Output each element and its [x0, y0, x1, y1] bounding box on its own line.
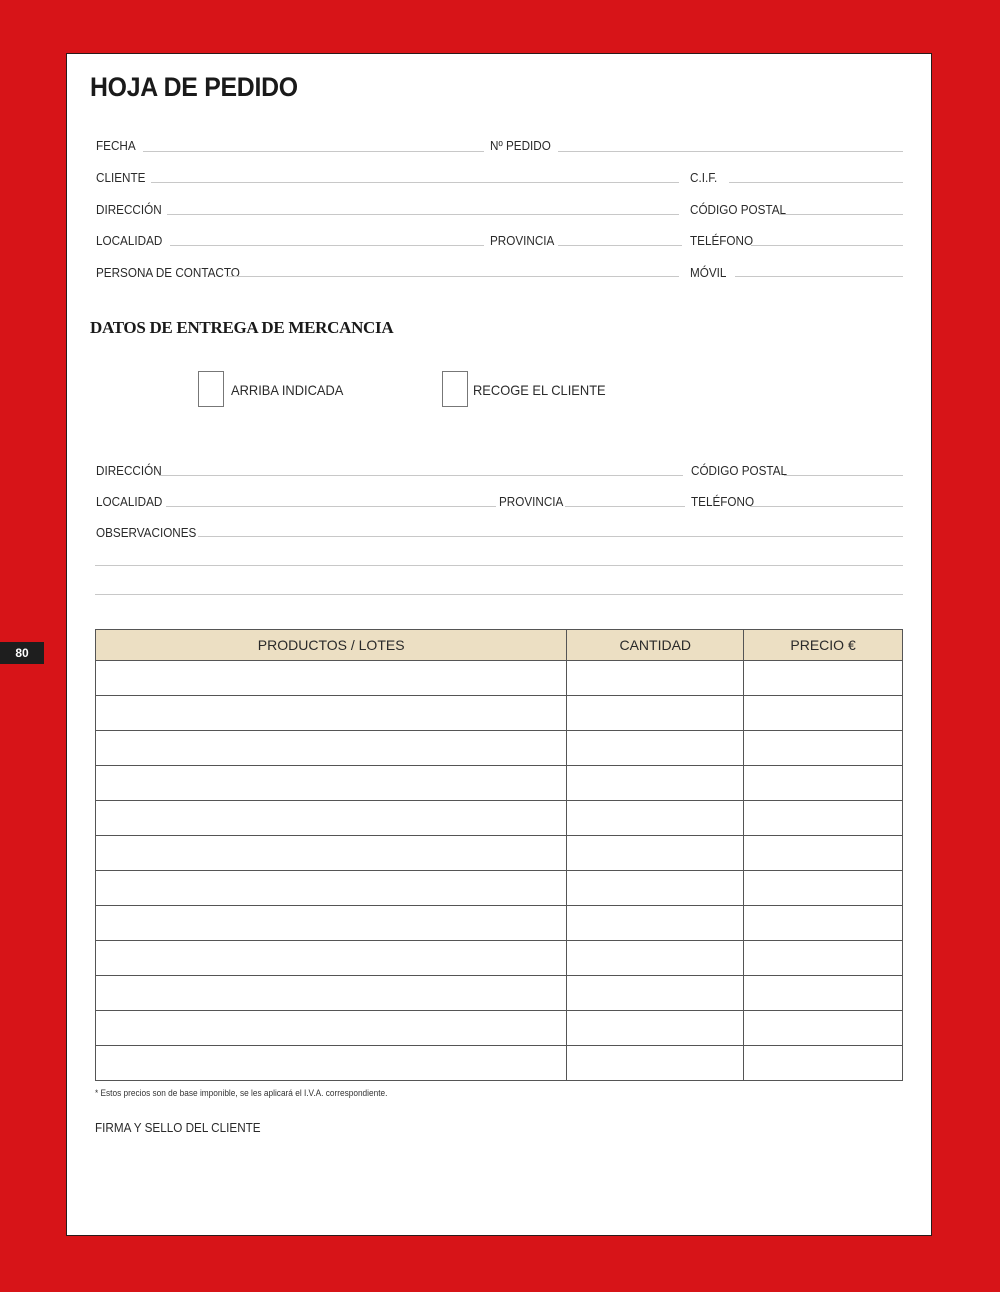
localidad-label: LOCALIDAD	[96, 233, 163, 248]
cliente-label: CLIENTE	[96, 170, 146, 185]
table-row	[96, 976, 903, 1011]
product-cell[interactable]	[96, 801, 567, 836]
tax-footnote: * Estos precios son de base imponible, se les aplicará el I.V.A. correspondiente.	[95, 1088, 388, 1098]
delivery-codigo-postal-label: CÓDIGO POSTAL	[691, 463, 788, 478]
price-cell[interactable]	[744, 1011, 903, 1046]
direccion-label: DIRECCIÓN	[96, 202, 162, 217]
price-cell[interactable]	[744, 836, 903, 871]
product-cell[interactable]	[96, 1011, 567, 1046]
product-cell[interactable]	[96, 836, 567, 871]
provincia-label: PROVINCIA	[490, 233, 555, 248]
price-cell[interactable]	[744, 801, 903, 836]
products-table	[95, 629, 903, 1081]
table-row	[96, 731, 903, 766]
price-cell[interactable]	[744, 696, 903, 731]
header-productos: PRODUCTOS / LOTES	[96, 630, 567, 661]
movil-label: MÓVIL	[690, 265, 727, 280]
table-row	[96, 1011, 903, 1046]
codigo-postal-field[interactable]	[779, 214, 903, 215]
persona-contacto-field[interactable]	[226, 276, 679, 277]
telefono-field[interactable]	[751, 245, 903, 246]
cliente-field[interactable]	[151, 182, 679, 183]
delivery-direccion-label: DIRECCIÓN	[96, 463, 162, 478]
quantity-cell[interactable]	[567, 1046, 744, 1081]
product-cell[interactable]	[96, 1046, 567, 1081]
quantity-cell[interactable]	[567, 731, 744, 766]
provincia-field[interactable]	[558, 245, 682, 246]
product-cell[interactable]	[96, 731, 567, 766]
cif-label: C.I.F.	[690, 170, 718, 185]
observaciones-field-line-3[interactable]	[95, 594, 903, 595]
header-precio: PRECIO €	[744, 630, 903, 661]
price-cell[interactable]	[744, 871, 903, 906]
n-pedido-field[interactable]	[558, 151, 903, 152]
table-row	[96, 1046, 903, 1081]
delivery-section-title: DATOS DE ENTREGA DE MERCANCIA	[90, 318, 394, 337]
product-cell[interactable]	[96, 906, 567, 941]
delivery-direccion-field[interactable]	[159, 475, 683, 476]
price-cell[interactable]	[744, 766, 903, 801]
price-cell[interactable]	[744, 941, 903, 976]
product-cell[interactable]	[96, 976, 567, 1011]
product-cell[interactable]	[96, 871, 567, 906]
header-cantidad: CANTIDAD	[567, 630, 744, 661]
delivery-provincia-field[interactable]	[565, 506, 685, 507]
quantity-cell[interactable]	[567, 941, 744, 976]
quantity-cell[interactable]	[567, 836, 744, 871]
table-row	[96, 836, 903, 871]
price-cell[interactable]	[744, 1046, 903, 1081]
delivery-localidad-field[interactable]	[166, 506, 496, 507]
fecha-field[interactable]	[143, 151, 484, 152]
recoge-cliente-label: RECOGE EL CLIENTE	[473, 382, 606, 398]
table-row	[96, 661, 903, 696]
quantity-cell[interactable]	[567, 801, 744, 836]
price-cell[interactable]	[744, 976, 903, 1011]
fecha-label: FECHA	[96, 138, 136, 153]
table-row	[96, 906, 903, 941]
table-row	[96, 941, 903, 976]
quantity-cell[interactable]	[567, 871, 744, 906]
observaciones-label: OBSERVACIONES	[96, 525, 197, 540]
quantity-cell[interactable]	[567, 766, 744, 801]
quantity-cell[interactable]	[567, 1011, 744, 1046]
price-cell[interactable]	[744, 731, 903, 766]
observaciones-field-line-2[interactable]	[95, 565, 903, 566]
codigo-postal-label: CÓDIGO POSTAL	[690, 202, 787, 217]
arriba-indicada-label: ARRIBA INDICADA	[231, 382, 344, 398]
table-row	[96, 766, 903, 801]
page-number-tab: 80	[0, 642, 44, 664]
cif-field[interactable]	[729, 182, 903, 183]
observaciones-field-line-1[interactable]	[198, 536, 903, 537]
recoge-cliente-checkbox[interactable]	[442, 371, 468, 407]
delivery-telefono-field[interactable]	[750, 506, 903, 507]
signature-label: FIRMA Y SELLO DEL CLIENTE	[95, 1120, 261, 1135]
price-cell[interactable]	[744, 661, 903, 696]
quantity-cell[interactable]	[567, 661, 744, 696]
delivery-provincia-label: PROVINCIA	[499, 494, 564, 509]
delivery-localidad-label: LOCALIDAD	[96, 494, 163, 509]
product-cell[interactable]	[96, 766, 567, 801]
quantity-cell[interactable]	[567, 976, 744, 1011]
order-form-sheet	[66, 53, 932, 1236]
n-pedido-label: Nº PEDIDO	[490, 138, 551, 153]
product-cell[interactable]	[96, 696, 567, 731]
products-table-header	[96, 630, 903, 661]
telefono-label: TELÉFONO	[690, 233, 754, 248]
quantity-cell[interactable]	[567, 696, 744, 731]
persona-contacto-label: PERSONA DE CONTACTO	[96, 265, 240, 280]
direccion-field[interactable]	[167, 214, 679, 215]
page-title: HOJA DE PEDIDO	[90, 72, 298, 102]
delivery-codigo-postal-field[interactable]	[784, 475, 903, 476]
product-cell[interactable]	[96, 661, 567, 696]
product-cell[interactable]	[96, 941, 567, 976]
arriba-indicada-checkbox[interactable]	[198, 371, 224, 407]
table-row	[96, 871, 903, 906]
table-row	[96, 801, 903, 836]
table-row	[96, 696, 903, 731]
quantity-cell[interactable]	[567, 906, 744, 941]
price-cell[interactable]	[744, 906, 903, 941]
localidad-field[interactable]	[170, 245, 484, 246]
delivery-telefono-label: TELÉFONO	[691, 494, 755, 509]
movil-field[interactable]	[735, 276, 903, 277]
